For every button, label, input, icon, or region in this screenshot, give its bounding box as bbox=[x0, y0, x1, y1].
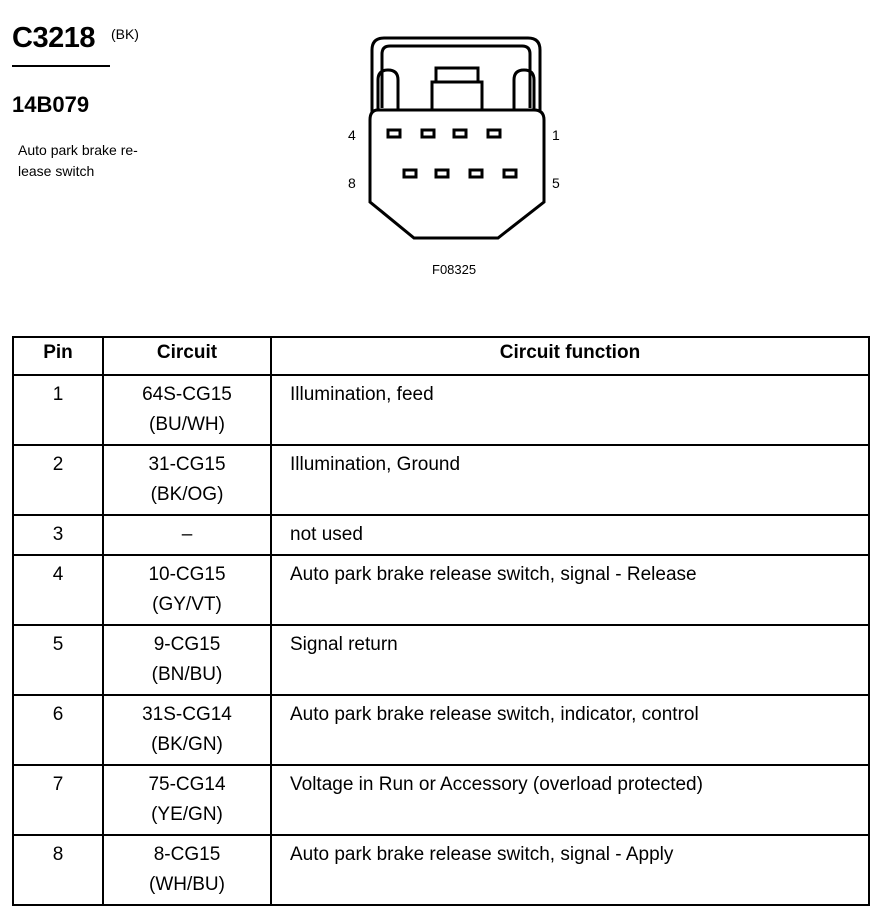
function-cell: Illumination, Ground bbox=[271, 445, 869, 515]
circuit-cell bbox=[103, 625, 271, 695]
pin-cell: 8 bbox=[13, 835, 103, 905]
header-pin: Pin bbox=[13, 337, 103, 375]
circuit-cell bbox=[103, 695, 271, 765]
circuit-id: 10-CG15 bbox=[148, 564, 226, 585]
pin-cell: 7 bbox=[13, 765, 103, 835]
pin-label-5: 5 bbox=[552, 175, 560, 191]
connector-header bbox=[12, 22, 139, 55]
function-cell: Illumination, feed bbox=[271, 375, 869, 445]
circuit-id: 31-CG15 bbox=[148, 454, 226, 475]
circuit-cell bbox=[103, 515, 271, 555]
header-underline bbox=[12, 65, 110, 67]
connector-color-code: (BK) bbox=[110, 26, 139, 42]
circuit-cell bbox=[103, 375, 271, 445]
function-cell: Auto park brake release switch, indicator, control bbox=[271, 695, 869, 765]
table-header-row bbox=[13, 337, 869, 375]
circuit-id: 75-CG14 bbox=[148, 774, 226, 795]
circuit-id: 9-CG15 bbox=[153, 634, 221, 655]
pin-label-1: 1 bbox=[552, 127, 560, 143]
wire-color: (BK/GN) bbox=[151, 734, 223, 755]
table-row bbox=[13, 625, 869, 695]
pin-cell: 5 bbox=[13, 625, 103, 695]
pin-cell: 1 bbox=[13, 375, 103, 445]
connector-id: C3218 bbox=[12, 22, 95, 54]
table-row bbox=[13, 375, 869, 445]
table-row bbox=[13, 555, 869, 625]
circuit-id: – bbox=[181, 524, 193, 545]
function-cell: Voltage in Run or Accessory (overload protected) bbox=[271, 765, 869, 835]
wire-color: (GY/VT) bbox=[152, 594, 222, 615]
wire-color: (YE/GN) bbox=[151, 804, 223, 825]
table-row bbox=[13, 695, 869, 765]
part-number: 14B079 bbox=[12, 92, 90, 117]
figure-id: F08325 bbox=[432, 262, 477, 277]
function-cell: Auto park brake release switch, signal - Release bbox=[271, 555, 869, 625]
header-circuit: Circuit bbox=[103, 337, 271, 375]
pin-cell: 6 bbox=[13, 695, 103, 765]
circuit-id: 64S-CG15 bbox=[142, 384, 232, 405]
circuit-cell bbox=[103, 835, 271, 905]
circuit-cell bbox=[103, 555, 271, 625]
pin-cell: 3 bbox=[13, 515, 103, 555]
function-cell: not used bbox=[271, 515, 869, 555]
function-cell: Signal return bbox=[271, 625, 869, 695]
component-description: Auto park brake re- lease switch bbox=[18, 142, 138, 179]
table-row bbox=[13, 445, 869, 515]
wire-color: (BU/WH) bbox=[149, 414, 225, 435]
circuit-id: 31S-CG14 bbox=[142, 704, 232, 725]
wire-color: (WH/BU) bbox=[149, 874, 225, 895]
table-row bbox=[13, 515, 869, 555]
circuit-cell bbox=[103, 445, 271, 515]
pin-cell: 4 bbox=[13, 555, 103, 625]
table-row bbox=[13, 835, 869, 905]
circuit-cell bbox=[103, 765, 271, 835]
function-cell: Auto park brake release switch, signal - Apply bbox=[271, 835, 869, 905]
circuit-id: 8-CG15 bbox=[153, 844, 221, 865]
wire-color: (BK/OG) bbox=[150, 484, 224, 505]
pinout-table bbox=[12, 336, 870, 906]
pin-label-4: 4 bbox=[348, 127, 356, 143]
pin-cell: 2 bbox=[13, 445, 103, 515]
header-circuit-function: Circuit function bbox=[271, 337, 869, 375]
table-row bbox=[13, 765, 869, 835]
pin-label-8: 8 bbox=[348, 175, 356, 191]
wire-color: (BN/BU) bbox=[151, 664, 223, 685]
connector-face-diagram bbox=[338, 30, 598, 245]
